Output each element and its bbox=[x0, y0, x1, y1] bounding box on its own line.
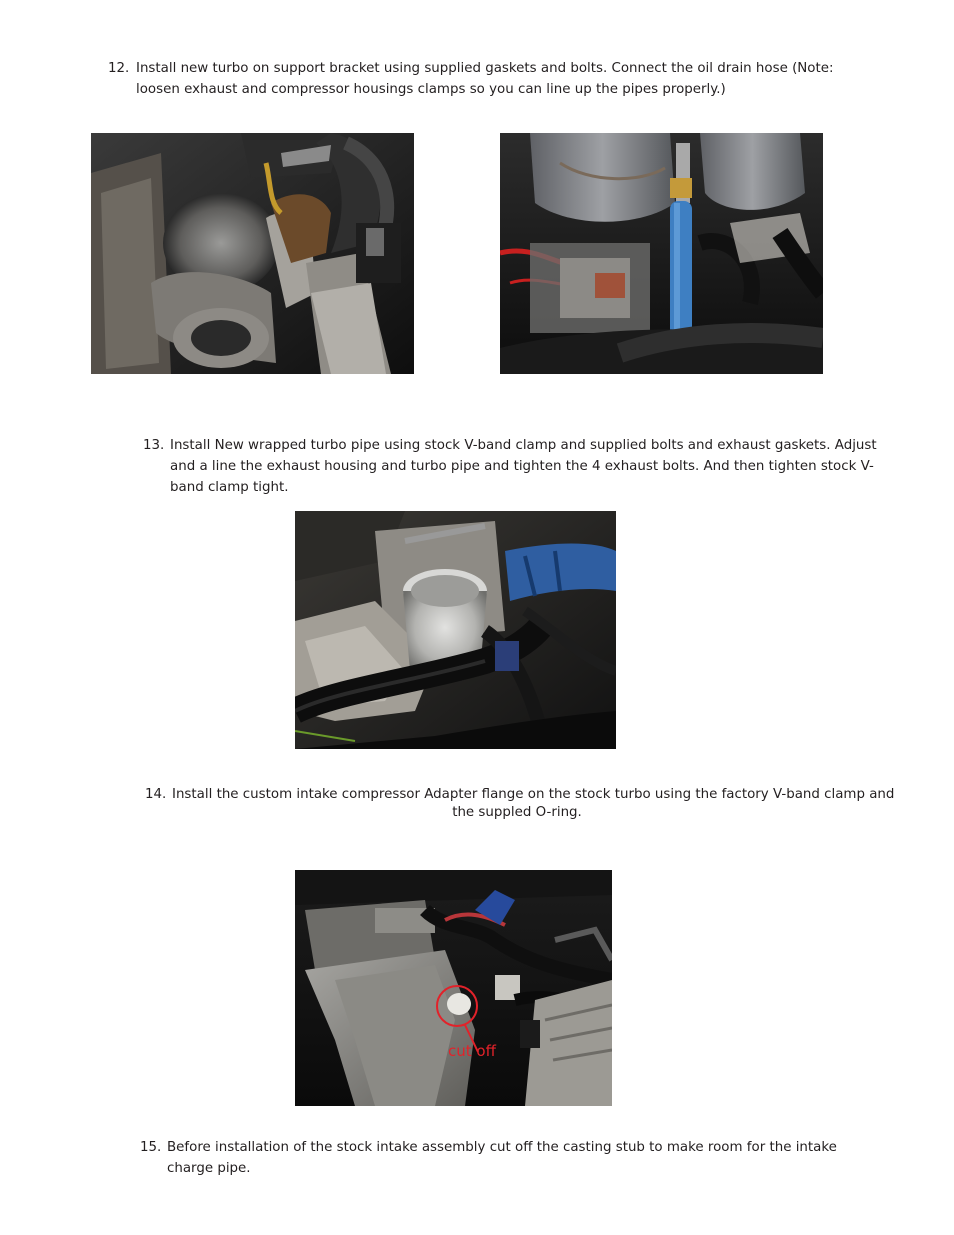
cut-off-annotation: cut off bbox=[448, 1042, 496, 1060]
step-line: and a line the exhaust housing and turbo pipe and tighten the 4 exhaust bolts. And then tighten stock V- bbox=[170, 459, 874, 474]
step-line: loosen exhaust and compressor housings clamps so you can line up the pipes properly.) bbox=[136, 82, 726, 97]
turbo-pipe-photo bbox=[295, 511, 616, 749]
step-text bbox=[170, 435, 877, 498]
step-13 bbox=[0, 435, 954, 499]
step-line: Install new turbo on support bracket using supplied gaskets and bolts. Connect the oil drain hose (Note: bbox=[136, 61, 834, 76]
step-14 bbox=[0, 784, 954, 826]
step-text bbox=[172, 784, 895, 823]
step-text bbox=[167, 1137, 837, 1179]
step-number: 12. bbox=[108, 61, 130, 76]
step-line: Install the custom intake compressor Adapter flange on the stock turbo using the factory V-band clamp and bbox=[172, 787, 895, 802]
step-text bbox=[136, 58, 834, 100]
step-line: Install New wrapped turbo pipe using stock V-band clamp and supplied bolts and exhaust gaskets. Adjust bbox=[170, 438, 877, 453]
step-number: 15. bbox=[140, 1140, 162, 1155]
intake-casting-stub-photo bbox=[295, 870, 612, 1106]
turbo-install-photo bbox=[91, 133, 414, 374]
step-line: the suppled O-ring. bbox=[452, 805, 582, 820]
step-line: band clamp tight. bbox=[170, 480, 289, 495]
step-line: Before installation of the stock intake assembly cut off the casting stub to make room for the intake bbox=[167, 1140, 837, 1155]
step-number: 14. bbox=[145, 787, 167, 802]
step-line: charge pipe. bbox=[167, 1161, 251, 1176]
step-15 bbox=[0, 1137, 954, 1181]
oil-drain-hose-photo bbox=[500, 133, 823, 374]
step-12 bbox=[0, 58, 954, 102]
step-number: 13. bbox=[143, 438, 165, 453]
